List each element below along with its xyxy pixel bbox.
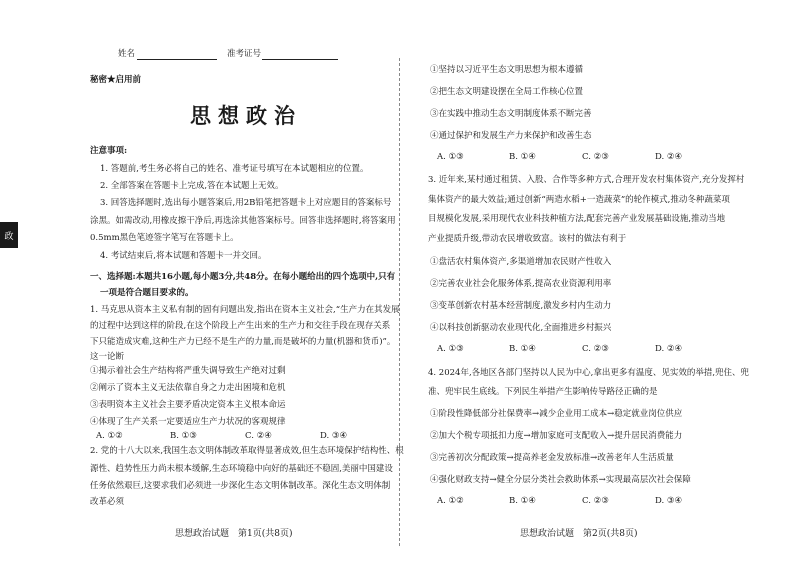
q1-option-2: ②阐示了资本主义无法依靠自身之力走出困境和危机 (90, 383, 286, 393)
q3-choice-b: B. ①④ (509, 344, 536, 354)
column-divider (399, 58, 400, 546)
q3-text-line-3: 目规模化发展,采用现代农业科技种植方法,配套完善产业发展基础设施,推动当地 (428, 214, 726, 224)
q1-text-line-4: 这一论断 (90, 352, 125, 362)
q1-text-line-3: 下只能造成灾难,这种生产力已经不是生产的力量,而是破坏的力量(机器和货币)”。 (90, 337, 396, 347)
note-line-1: 1. 答题前,考生务必将自己的姓名、准考证号填写在本试题相应的位置。 (100, 164, 369, 174)
name-underline (137, 59, 217, 60)
q1-option-4: ④体现了生产关系一定要适应生产力状况的客观规律 (90, 417, 286, 427)
q2-option-2: ②把生态文明建设摆在全局工作核心位置 (430, 87, 584, 97)
q2-text-line-4: 改革必须 (90, 497, 125, 507)
q4-choice-d: D. ③④ (655, 496, 683, 506)
q4-choice-a: A. ①② (437, 496, 464, 506)
q3-option-1: ①盘活农村集体资产,多渠道增加农民财产性收入 (430, 257, 612, 267)
note-line-4: 涂黑。如需改动,用橡皮擦干净后,再选涂其他答案标号。回答非选择题时,将答案用 (90, 216, 396, 226)
q3-option-2: ②完善农业社会化服务体系,提高农业资源利用率 (430, 279, 612, 289)
note-line-3: 3. 回答选择题时,选出每小题答案后,用2B铅笔把答题卡上对应题目的答案标号 (100, 198, 392, 208)
q1-text-line-2: 的过程中达到这样的阶段,在这个阶段上产生出来的生产力和交往手段在现存关系 (90, 321, 391, 331)
q2-option-1: ①坚持以习近平生态文明思想为根本遵循 (430, 65, 584, 75)
q4-choice-b: B. ①④ (509, 496, 536, 506)
q2-text-line-2: 源性、趋势性压力尚未根本缓解,生态环境稳中向好的基础还不稳固,美丽中国建设 (90, 464, 393, 474)
q2-text-line-3: 任务依然艰巨,这要求我们必须进一步深化生态文明体制改革。深化生态文明体制 (90, 481, 391, 491)
q4-option-3: ③完善初次分配政策→提高养老金发放标准→改善老年人生活质量 (430, 453, 674, 463)
q4-option-1: ①阶段性降低部分社保费率→减少企业用工成本→稳定就业岗位供应 (430, 409, 683, 419)
subject-side-tab: 政 (0, 222, 18, 248)
q2-choice-a: A. ①③ (437, 152, 464, 162)
q2-choice-d: D. ②④ (655, 152, 683, 162)
q1-choice-d: D. ③④ (320, 431, 348, 441)
q1-choice-b: B. ①③ (170, 431, 197, 441)
page-footer-right: 思想政治试题 第2页(共8页) (520, 529, 638, 539)
notes-heading: 注意事项: (90, 146, 128, 156)
section-heading-line-2: 一项是符合题目要求的。 (100, 288, 194, 298)
q2-option-4: ④通过保护和发展生产力来保护和改善生态 (430, 131, 592, 141)
q3-text-line-4: 产业提质升级,带动农民增收致富。该村的做法有利于 (428, 234, 627, 244)
page-footer-left: 思想政治试题 第1页(共8页) (175, 529, 293, 539)
q4-option-4: ④强化财政支持→健全分层分类社会救助体系→实现最高层次社会保障 (430, 475, 691, 485)
q4-choice-c: C. ②③ (582, 496, 609, 506)
id-underline (262, 59, 338, 60)
q1-choice-a: A. ①② (96, 431, 123, 441)
note-line-6: 4. 考试结束后,将本试题和答题卡一并交回。 (100, 251, 267, 261)
id-label: 准考证号 (227, 49, 262, 59)
note-line-2: 2. 全部答案在答题卡上完成,答在本试题上无效。 (100, 181, 284, 191)
q2-choice-c: C. ②③ (582, 152, 609, 162)
q3-text-line-1: 3. 近年来,某村通过租赁、入股、合作等多种方式,合理开发农村集体资产,充分发挥村 (428, 175, 745, 185)
q2-text-line-1: 2. 党的十八大以来,我国生态文明体制改革取得显著成效,但生态环境保护结构性、根 (90, 446, 404, 456)
q3-choice-c: C. ②③ (582, 344, 609, 354)
name-label: 姓名 (118, 49, 136, 59)
q1-option-3: ③表明资本主义社会主要矛盾决定资本主义根本命运 (90, 400, 286, 410)
q1-option-1: ①揭示着社会生产结构将严重失调导致生产绝对过剩 (90, 366, 286, 376)
q4-text-line-2: 准、兜牢民生底线。下列民生举措产生影响传导路径正确的是 (428, 387, 658, 397)
section-heading-line-1: 一、选择题:本题共16小题,每小题3分,共48分。在每小题给出的四个选项中,只有 (90, 272, 396, 282)
q1-choice-c: C. ②④ (245, 431, 272, 441)
q3-choice-a: A. ①③ (437, 344, 464, 354)
q1-text-line-1: 1. 马克思从资本主义私有制的固有问题出发,指出在资本主义社会,“生产力在其发展 (90, 305, 400, 315)
q4-option-2: ②加大个税专项抵扣力度→增加家庭可支配收入→提升居民消费能力 (430, 431, 683, 441)
q3-option-3: ③变革创新农村基本经营制度,激发乡村内生动力 (430, 301, 612, 311)
q2-choice-b: B. ①④ (509, 152, 536, 162)
q2-option-3: ③在实践中推动生态文明制度体系不断完善 (430, 109, 592, 119)
q3-text-line-2: 集体资产的最大效益;通过创新“两造水稻+一造蔬菜”的轮作模式,推动冬种蔬菜项 (428, 195, 730, 205)
page-title: 思想政治 (190, 103, 302, 128)
q3-option-4: ④以科技创新驱动农业现代化,全面推进乡村振兴 (430, 323, 612, 333)
secret-label: 秘密★启用前 (90, 75, 142, 85)
q3-choice-d: D. ②④ (655, 344, 683, 354)
q4-text-line-1: 4. 2024年,各地区各部门坚持以人民为中心,拿出更多有温度、见实效的举措,兜住、兜 (428, 368, 750, 378)
note-line-5: 0.5mm黑色笔迹签字笔写在答题卡上。 (90, 233, 239, 243)
